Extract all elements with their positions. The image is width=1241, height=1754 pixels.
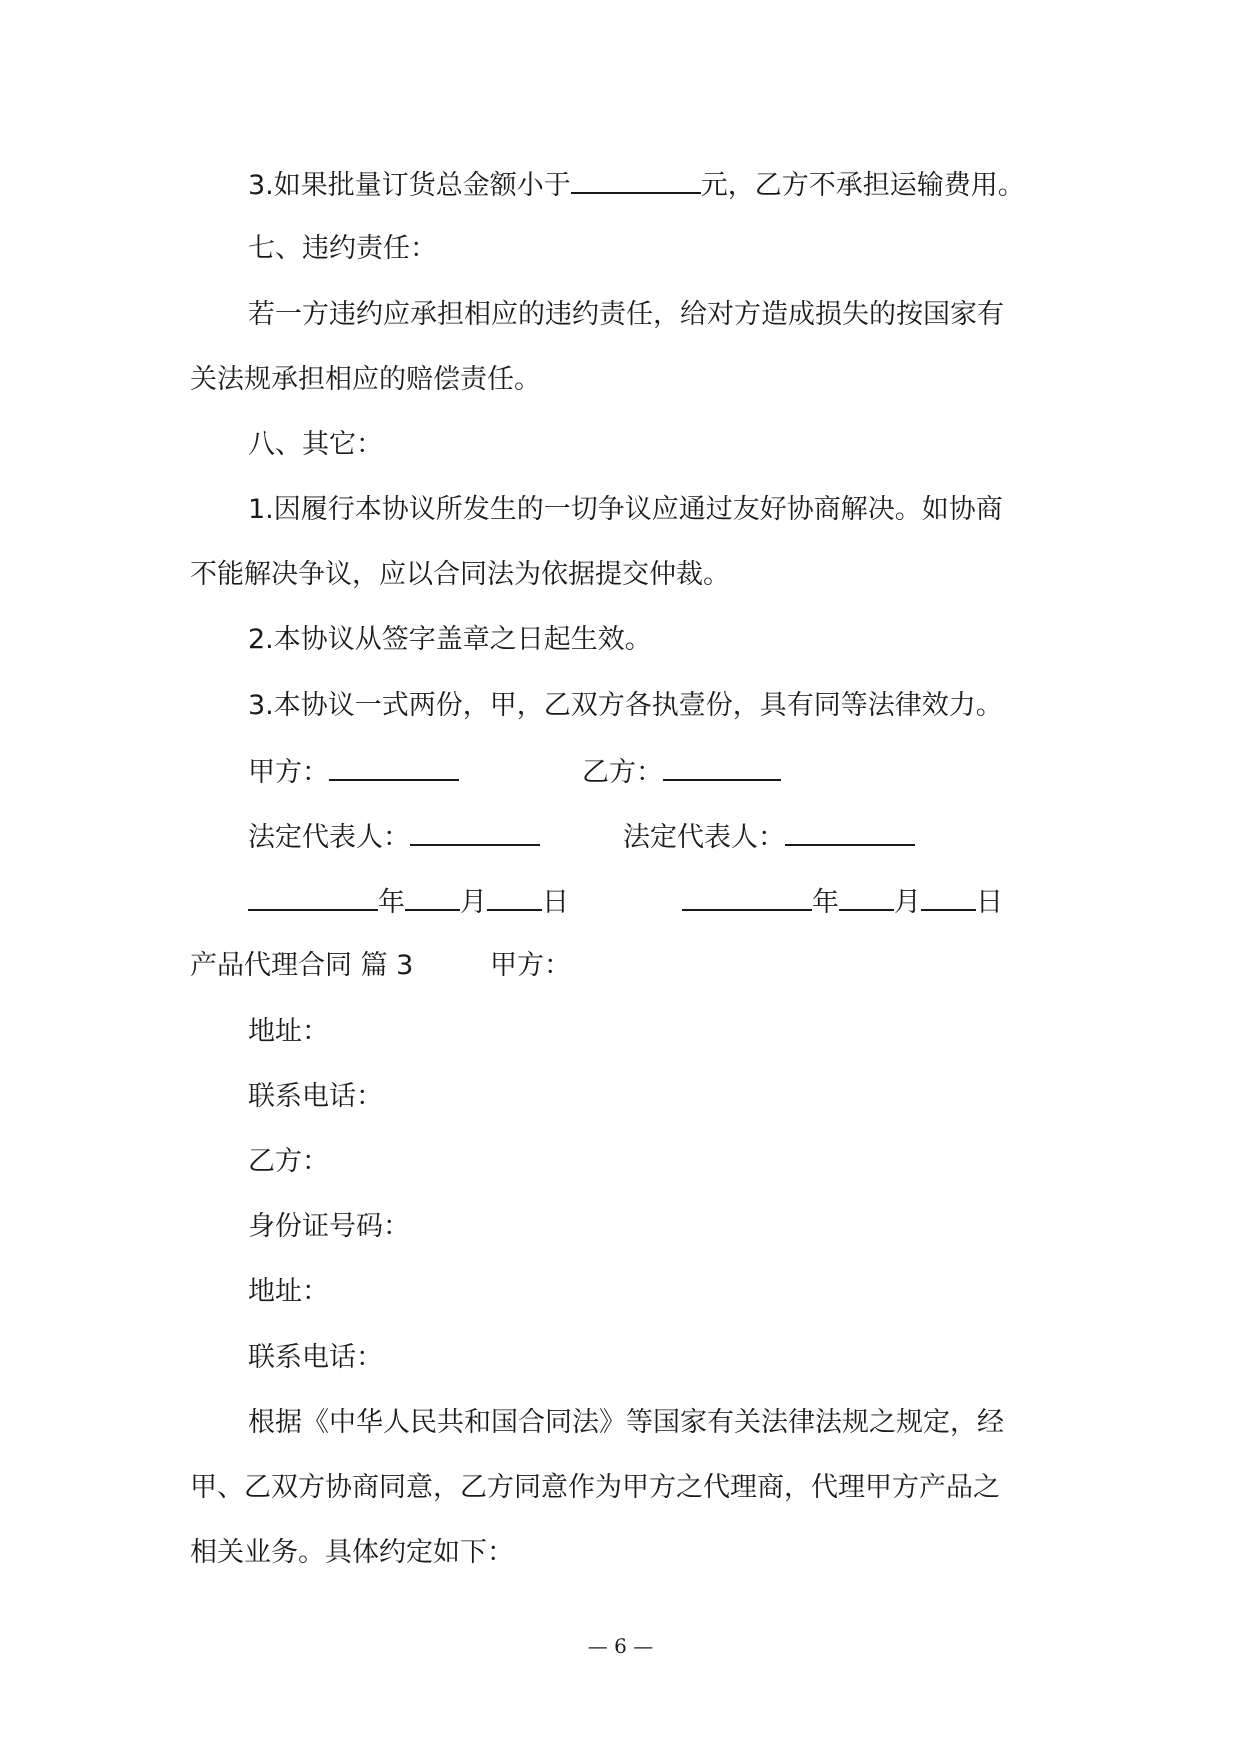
- month-label: 月: [460, 887, 487, 918]
- year-label: 年: [812, 887, 839, 918]
- amount-blank[interactable]: [571, 166, 701, 194]
- year-label: 年: [378, 887, 405, 918]
- date-line-a: [248, 883, 569, 921]
- paragraph-line: 2.本协议从签字盖章之日起生效。: [248, 624, 652, 655]
- party-a-heading: 甲方：: [490, 950, 571, 981]
- section-heading-breach: 七、违约责任：: [248, 233, 437, 264]
- paragraph-line: 甲、乙双方协商同意，乙方同意作为甲方之代理商，代理甲方产品之: [190, 1472, 1000, 1503]
- page-number: — 6 —: [587, 1634, 654, 1658]
- clause-3-min-order: [248, 166, 1025, 204]
- paragraph-line: 相关业务。具体约定如下：: [190, 1537, 514, 1568]
- clause-text: 元，乙方不承担运输费用。: [700, 170, 1025, 201]
- party-a-blank[interactable]: [329, 753, 459, 781]
- party-b-heading: 乙方：: [248, 1146, 329, 1177]
- party-b-label: 乙方：: [582, 757, 663, 788]
- legal-rep-b: [623, 818, 915, 856]
- legal-rep-a: [248, 818, 540, 856]
- section-heading-other: 八、其它：: [248, 429, 383, 460]
- phone-a: 联系电话：: [248, 1081, 383, 1112]
- paragraph-line: 3.本协议一式两份，甲，乙双方各执壹份，具有同等法律效力。: [248, 690, 1003, 721]
- party-a-label: 甲方：: [248, 757, 329, 788]
- legal-rep-b-blank[interactable]: [785, 818, 915, 846]
- day-label: 日: [542, 887, 569, 918]
- party-b-blank[interactable]: [663, 753, 781, 781]
- paragraph-line: 若一方违约应承担相应的违约责任，给对方造成损失的按国家有: [248, 299, 1004, 330]
- day-blank[interactable]: [921, 883, 976, 911]
- paragraph-line: 1.因履行本协议所发生的一切争议应通过友好协商解决。如协商: [248, 494, 1003, 525]
- id-number-b: 身份证号码：: [248, 1211, 410, 1242]
- date-line-b: [682, 883, 1003, 921]
- section-title: 产品代理合同 篇 3: [190, 950, 414, 981]
- paragraph-line: 不能解决争议，应以合同法为依据提交仲裁。: [190, 559, 730, 590]
- section-title-line: [190, 948, 413, 984]
- month-label: 月: [894, 887, 921, 918]
- signature-party-a: [248, 753, 459, 791]
- day-blank[interactable]: [487, 883, 542, 911]
- address-b: 地址：: [248, 1276, 329, 1307]
- year-blank[interactable]: [682, 883, 812, 911]
- legal-rep-label: 法定代表人：: [248, 822, 410, 853]
- legal-rep-label: 法定代表人：: [623, 822, 785, 853]
- paragraph-line: 关法规承担相应的赔偿责任。: [190, 364, 541, 395]
- address-a: 地址：: [248, 1016, 329, 1047]
- year-blank[interactable]: [248, 883, 378, 911]
- legal-rep-a-blank[interactable]: [410, 818, 540, 846]
- phone-b: 联系电话：: [248, 1342, 383, 1373]
- signature-party-b: [582, 753, 781, 791]
- day-label: 日: [976, 887, 1003, 918]
- month-blank[interactable]: [839, 883, 894, 911]
- paragraph-line: 根据《中华人民共和国合同法》等国家有关法律法规之规定，经: [248, 1407, 1004, 1438]
- clause-text: 3.如果批量订货总金额小于: [248, 170, 571, 201]
- month-blank[interactable]: [405, 883, 460, 911]
